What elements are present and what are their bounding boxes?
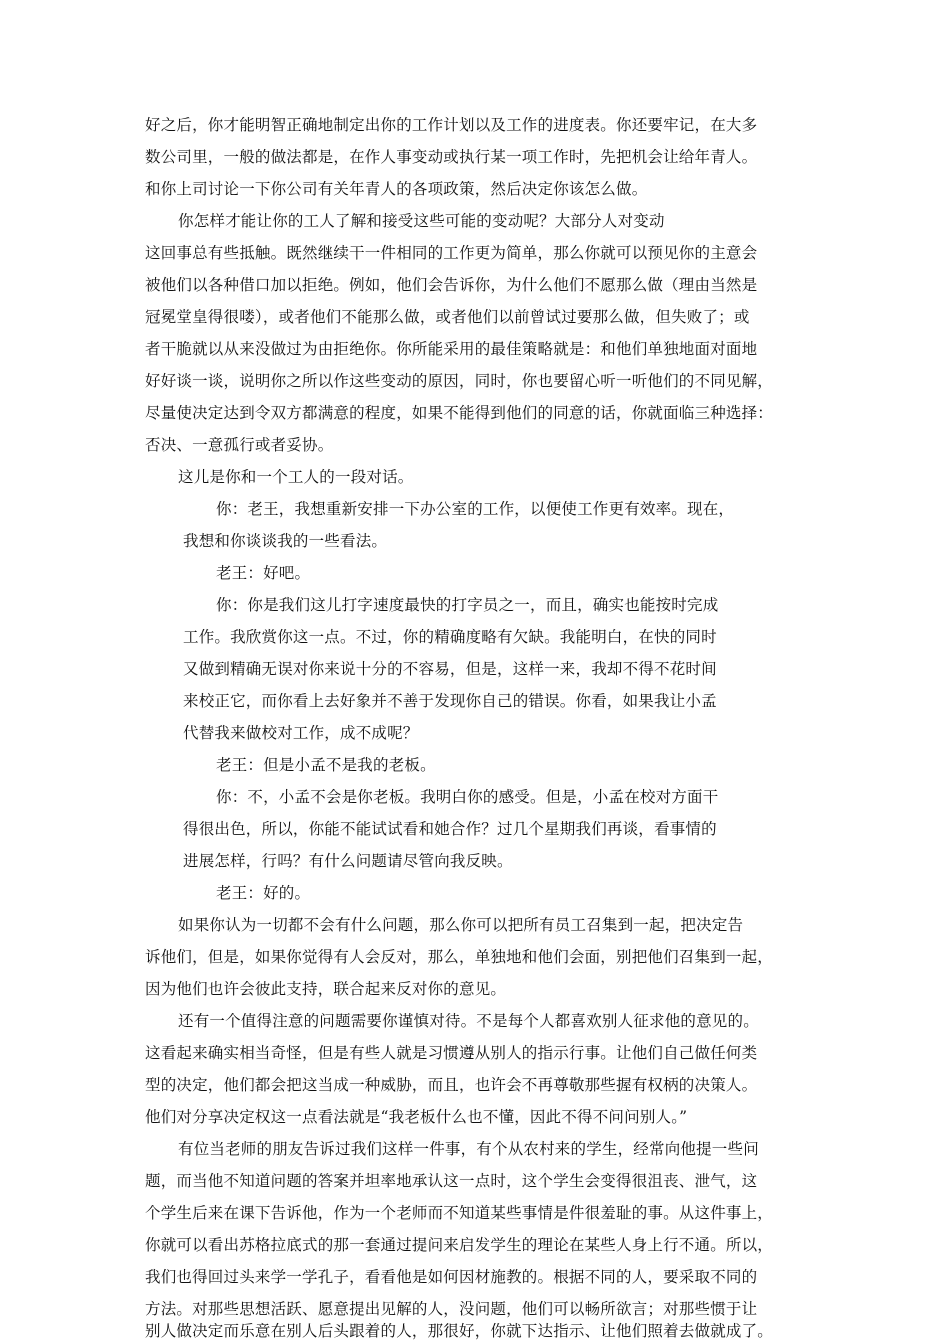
text-line: 和你上司讨论一下你公司有关年青人的各项政策，然后决定你该怎么做。 bbox=[145, 180, 648, 198]
dialogue-line: 又做到精确无误对你来说十分的不容易，但是，这样一来，我却不得不花时间 bbox=[183, 660, 717, 678]
dialogue-line: 你：你是我们这儿打字速度最快的打字员之一，而且，确实也能按时完成 bbox=[216, 596, 719, 614]
dialogue-line: 老王：好的。 bbox=[216, 884, 311, 902]
text-line: 诉他们，但是，如果你觉得有人会反对，那么，单独地和他们会面，别把他们召集到一起， bbox=[145, 948, 774, 966]
text-line: 题，而当他不知道问题的答案并坦率地承认这一点时，这个学生会变得很沮丧、泄气，这 bbox=[145, 1172, 758, 1190]
text-line: 你就可以看出苏格拉底式的那一套通过提问来启发学生的理论在某些人身上行不通。所以， bbox=[145, 1236, 774, 1254]
text-line: 好之后，你才能明智正确地制定出你的工作计划以及工作的进度表。你还要牢记，在大多 bbox=[145, 116, 758, 134]
text-line: 别人做决定而乐意在别人后头跟着的人，那很好，你就下达指示、让他们照着去做就成了。 bbox=[145, 1322, 774, 1340]
dialogue-line: 你：老王，我想重新安排一下办公室的工作，以便使工作更有效率。现在， bbox=[216, 500, 735, 518]
text-line: 这儿是你和一个工人的一段对话。 bbox=[178, 468, 414, 486]
text-line: 数公司里，一般的做法都是，在作人事变动或执行某一项工作时，先把机会让给年青人。 bbox=[145, 148, 758, 166]
text-line: 尽量使决定达到令双方都满意的程度，如果不能得到他们的同意的话，你就面临三种选择： bbox=[145, 404, 774, 422]
dialogue-line: 老王：但是小孟不是我的老板。 bbox=[216, 756, 436, 774]
text-line: 型的决定，他们都会把这当成一种威胁，而且，也许会不再尊敬那些握有权柄的决策人。 bbox=[145, 1076, 758, 1094]
text-line: 有位当老师的朋友告诉过我们这样一件事，有个从农村来的学生，经常向他提一些问 bbox=[178, 1140, 759, 1158]
dialogue-line: 你：不，小孟不会是你老板。我明白你的感受。但是，小孟在校对方面干 bbox=[216, 788, 719, 806]
dialogue-line: 老王：好吧。 bbox=[216, 564, 311, 582]
text-line: 这看起来确实相当奇怪，但是有些人就是习惯遵从别人的指示行事。让他们自己做任何类 bbox=[145, 1044, 758, 1062]
text-line: 冠冕堂皇得很喽），或者他们不能那么做，或者他们以前曾试过要那么做，但失败了；或 bbox=[145, 308, 750, 326]
text-line: 我们也得回过头来学一学孔子，看看他是如何因材施教的。根据不同的人，要采取不同的 bbox=[145, 1268, 758, 1286]
text-line: 因为他们也许会彼此支持，联合起来反对你的意见。 bbox=[145, 980, 507, 998]
text-line: 被他们以各种借口加以拒绝。例如，他们会告诉你，为什么他们不愿那么做（理由当然是 bbox=[145, 276, 758, 294]
text-line: 方法。对那些思想活跃、愿意提出见解的人，没问题，他们可以畅所欲言；对那些惯于让 bbox=[145, 1300, 758, 1318]
text-line: 好好谈一谈，说明你之所以作这些变动的原因，同时，你也要留心听一听他们的不同见解， bbox=[145, 372, 774, 390]
text-line: 否决、一意孤行或者妥协。 bbox=[145, 436, 334, 454]
dialogue-line: 我想和你谈谈我的一些看法。 bbox=[183, 532, 388, 550]
text-line: 个学生后来在课下告诉他，作为一个老师而不知道某些事情是件很羞耻的事。从这件事上， bbox=[145, 1204, 774, 1222]
dialogue-line: 进展怎样，行吗？有什么问题请尽管向我反映。 bbox=[183, 852, 513, 870]
text-line: 他们对分享决定权这一点看法就是“我老板什么也不懂，因此不得不问问别人。” bbox=[145, 1108, 688, 1126]
text-line: 如果你认为一切都不会有什么问题，那么你可以把所有员工召集到一起，把决定告 bbox=[178, 916, 744, 934]
text-line: 者干脆就以从来没做过为由拒绝你。你所能采用的最佳策略就是：和他们单独地面对面地 bbox=[145, 340, 758, 358]
text-line: 你怎样才能让你的工人了解和接受这些可能的变动呢？大部分人对变动 bbox=[178, 212, 665, 230]
dialogue-line: 代替我来做校对工作，成不成呢？ bbox=[183, 724, 419, 742]
dialogue-line: 得很出色，所以，你能不能试试看和她合作？过几个星期我们再谈，看事情的 bbox=[183, 820, 717, 838]
dialogue-line: 工作。我欣赏你这一点。不过，你的精确度略有欠缺。我能明白，在快的同时 bbox=[183, 628, 717, 646]
dialogue-line: 来校正它，而你看上去好象并不善于发现你自己的错误。你看，如果我让小孟 bbox=[183, 692, 717, 710]
text-line: 这回事总有些抵触。既然继续干一件相同的工作更为简单，那么你就可以预见你的主意会 bbox=[145, 244, 758, 262]
text-line: 还有一个值得注意的问题需要你谨慎对待。不是每个人都喜欢别人征求他的意见的。 bbox=[178, 1012, 759, 1030]
